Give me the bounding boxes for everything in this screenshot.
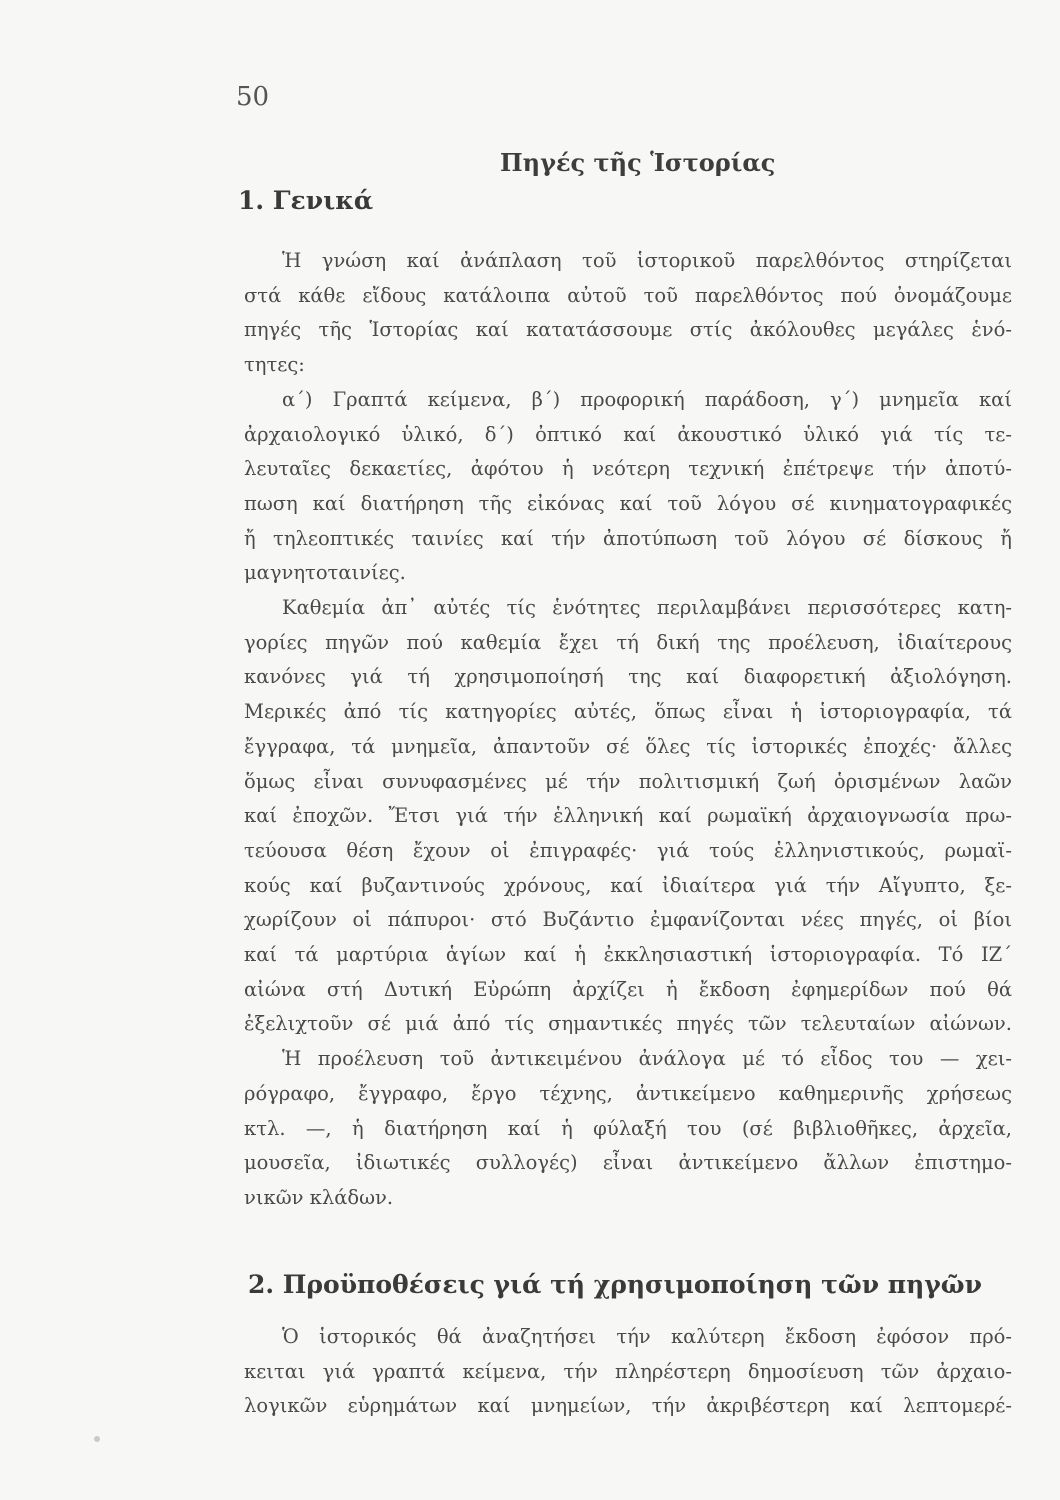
text-line: καί ἐποχῶν. Ἔτσι γιά τήν ἑλληνική καί ρωμαϊκή ἀρχαιογνωσία πρω- — [244, 804, 1012, 828]
text-line: στά κάθε εἴδους κατάλοιπα αὐτοῦ τοῦ παρελθόντος πού ὀνομάζουμε — [244, 283, 1012, 307]
section-heading-prerequisites: 2. Προϋποθέσεις γιά τή χρησιμοποίηση τῶν πηγῶν — [248, 1270, 982, 1299]
text-line: Καθεμία ἀπ᾽ αὐτές τίς ἑνότητες περιλαμβάνει περισσότερες κατη- — [282, 596, 1012, 620]
text-line: πηγές τῆς Ἱστορίας καί κατατάσσουμε στίς ἀκόλουθες μεγάλες ἑνό- — [244, 318, 1012, 342]
text-line: ρόγραφο, ἔγγραφο, ἔργο τέχνης, ἀντικείμενο καθημερινῆς χρήσεως — [244, 1081, 1012, 1105]
text-line: κειται γιά γραπτά κείμενα, τήν πληρέστερη δημοσίευση τῶν ἀρχαιο- — [244, 1359, 1012, 1383]
text-line: Ἡ γνώση καί ἀνάπλαση τοῦ ἱστορικοῦ παρελθόντος στηρίζεται — [282, 249, 1012, 272]
text-line: γορίες πηγῶν πού καθεμία ἔχει τή δική της προέλευση, ἰδιαίτερους — [244, 630, 1012, 654]
chapter-title: Πηγές τῆς Ἱστορίας — [500, 148, 776, 177]
text-line: νικῶν κλάδων. — [244, 1185, 394, 1209]
text-line: ἔγγραφα, τά μνημεῖα, ἀπαντοῦν σέ ὅλες τίς ἱστορικές ἐποχές· ἄλλες — [244, 734, 1012, 758]
text-line: τητες: — [244, 353, 305, 377]
text-line: ἤ τηλεοπτικές ταινίες καί τήν ἀποτύπωση τοῦ λόγου σέ δίσκους ἤ — [244, 526, 1012, 550]
text-line: μουσεῖα, ἰδιωτικές συλλογές) εἶναι ἀντικείμενο ἄλλων ἐπιστημο- — [244, 1151, 1012, 1175]
paper-smudge — [94, 1436, 100, 1442]
text-line: ἐξελιχτοῦν σέ μιά ἀπό τίς σημαντικές πηγές τῶν τελευταίων αἰώνων. — [244, 1012, 1012, 1036]
text-line: ὅμως εἶναι συνυφασμένες μέ τήν πολιτισμική ζωή ὁρισμένων λαῶν — [244, 769, 1012, 793]
text-line: καί τά μαρτύρια ἁγίων καί ἡ ἐκκλησιαστική ἱστοριογραφία. Τό ΙΖ΄ — [244, 943, 1012, 967]
text-line: πωση καί διατήρηση τῆς εἰκόνας καί τοῦ λόγου σέ κινηματογραφικές — [244, 491, 1012, 515]
text-line: Ὁ ἱστορικός θά ἀναζητήσει τήν καλύτερη ἔκδοση ἐφόσον πρό- — [282, 1325, 1012, 1348]
text-line: τεύουσα θέση ἔχουν οἱ ἐπιγραφές· γιά τούς ἑλληνιστικούς, ρωμαϊ- — [244, 838, 1012, 862]
text-line: Μερικές ἀπό τίς κατηγορίες αὐτές, ὅπως εἶναι ἡ ἱστοριογραφία, τά — [244, 700, 1012, 724]
section-heading-general: 1. Γενικά — [238, 186, 374, 215]
text-line: λευταῖες δεκαετίες, ἀφότου ἡ νεότερη τεχνική ἐπέτρεψε τήν ἀποτύ- — [244, 457, 1012, 481]
text-line: χωρίζουν οἱ πάπυροι· στό Βυζάντιο ἐμφανίζονται νέες πηγές, οἱ βίοι — [244, 908, 1012, 932]
text-line: α΄) Γραπτά κείμενα, β΄) προφορική παράδοση, γ΄) μνημεῖα καί — [282, 387, 1012, 411]
section-general-body — [244, 244, 1012, 1216]
page-number: 50 — [236, 82, 270, 112]
section-prerequisites-body — [244, 1320, 1012, 1424]
text-line: αἰώνα στή Δυτική Εὐρώπη ἀρχίζει ἡ ἔκδοση ἐφημερίδων πού θά — [244, 977, 1012, 1001]
text-line: Ἡ προέλευση τοῦ ἀντικειμένου ἀνάλογα μέ τό εἶδος του — χει- — [282, 1047, 1012, 1071]
text-line: μαγνητοταινίες. — [244, 561, 406, 585]
text-line: κανόνες γιά τή χρησιμοποίησή της καί διαφορετική ἀξιολόγηση. — [244, 665, 1012, 689]
text-line: ἀρχαιολογικό ὑλικό, δ΄) ὀπτικό καί ἀκουστικό ὑλικό γιά τίς τε- — [244, 422, 1012, 446]
text-line: κτλ. —, ἡ διατήρηση καί ἡ φύλαξή του (σέ βιβλιοθῆκες, ἀρχεῖα, — [244, 1116, 1012, 1140]
text-line: λογικῶν εὑρημάτων καί μνημείων, τήν ἀκριβέστερη καί λεπτομερέ- — [244, 1394, 1012, 1418]
text-line: κούς καί βυζαντινούς χρόνους, καί ἰδιαίτερα γιά τήν Αἴγυπτο, ξε- — [244, 873, 1012, 897]
